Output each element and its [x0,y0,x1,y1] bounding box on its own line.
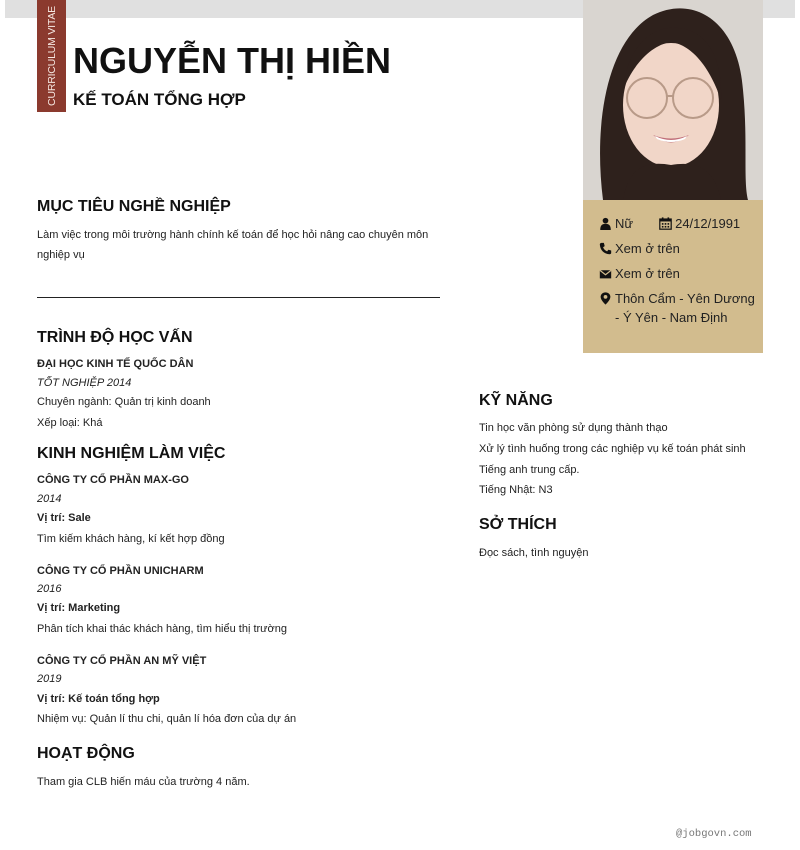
experience-desc: Tìm kiếm khách hàng, kí kết hợp đồng [37,533,225,545]
address-value [615,289,755,327]
phone-value: Xem ở trên [615,241,680,256]
phone-icon [599,242,612,255]
contact-panel [583,200,763,353]
address-row [599,291,763,327]
objective-title: MỤC TIÊU NGHỀ NGHIỆP [37,198,231,215]
education-grade: Xếp loại: Khá [37,417,103,429]
email-icon [599,267,612,280]
experience-desc: Phân tích khai thác khách hàng, tìm hiểu thị trường [37,623,287,635]
address-line-2: - Ý Yên - Nam Định [615,310,728,325]
location-icon [599,292,612,305]
email-value: Xem ở trên [615,266,680,281]
education-graduation: TỐT NGHIỆP 2014 [37,377,132,389]
education-title: TRÌNH ĐỘ HỌC VẤN [37,329,193,346]
calendar-icon [659,217,672,230]
skill-item: Tiếng anh trung cấp. [479,464,580,476]
skill-item: Xử lý tình huống trong các nghiệp vụ kế toán phát sinh [479,443,746,455]
experience-year: 2019 [37,673,62,685]
experience-company: CÔNG TY CỔ PHẦN AN MỸ VIỆT [37,655,207,667]
education-major: Chuyên ngành: Quản trị kinh doanh [37,396,211,408]
gender-value: Nữ [615,216,634,231]
experience-year: 2014 [37,493,62,505]
objective-text [37,225,440,265]
experience-position: Vị trí: Sale [37,512,91,524]
job-title: KẾ TOÁN TỔNG HỢP [73,90,246,109]
skills-title: KỸ NĂNG [479,392,553,409]
experience-position: Vị trí: Marketing [37,602,121,614]
gender-item [599,216,633,232]
candidate-name: NGUYỄN THỊ HIỀN [73,40,392,81]
gender-birthdate-row [599,216,763,232]
email-row [599,266,763,282]
birthdate-value: 24/12/1991 [675,216,741,231]
experience-desc: Nhiệm vụ: Quản lí thu chi, quản lí hóa đơn của dự án [37,713,297,725]
cv-tag-label: CURRICULUM VITAE [45,6,58,106]
education-school: ĐẠI HỌC KINH TẾ QUỐC DÂN [37,358,194,370]
experience-company: CÔNG TY CỔ PHẦN UNICHARM [37,565,204,577]
experience-company: CÔNG TY CỔ PHẦN MAX-GO [37,474,189,486]
skill-item: Tiếng Nhật: N3 [479,484,553,496]
watermark: @jobgovn.com [676,828,752,840]
experience-position: Vị trí: Kế toán tổng hợp [37,693,160,705]
hobbies-title: SỞ THÍCH [479,516,557,533]
phone-row [599,241,763,257]
birthdate-item [659,216,740,232]
address-line-1: Thôn Cẩm - Yên Dương [615,291,755,306]
hobbies-desc: Đọc sách, tình nguyện [479,547,589,559]
portrait-image [583,0,763,200]
experience-year: 2016 [37,583,62,595]
objective-line-1: Làm việc trong môi trường hành chính kế toán để học hỏi nâng cao chuyên môn [37,229,429,241]
profile-photo [583,0,763,200]
experience-title: KINH NGHIỆM LÀM VIỆC [37,445,226,462]
activities-title: HOẠT ĐỘNG [37,745,135,762]
cv-tag [37,0,66,112]
section-divider [37,297,440,298]
skill-item: Tin học văn phòng sử dụng thành thạo [479,422,668,434]
activities-desc: Tham gia CLB hiến máu của trường 4 năm. [37,776,250,788]
user-icon [599,217,612,230]
objective-line-2: nghiệp vụ [37,249,85,261]
